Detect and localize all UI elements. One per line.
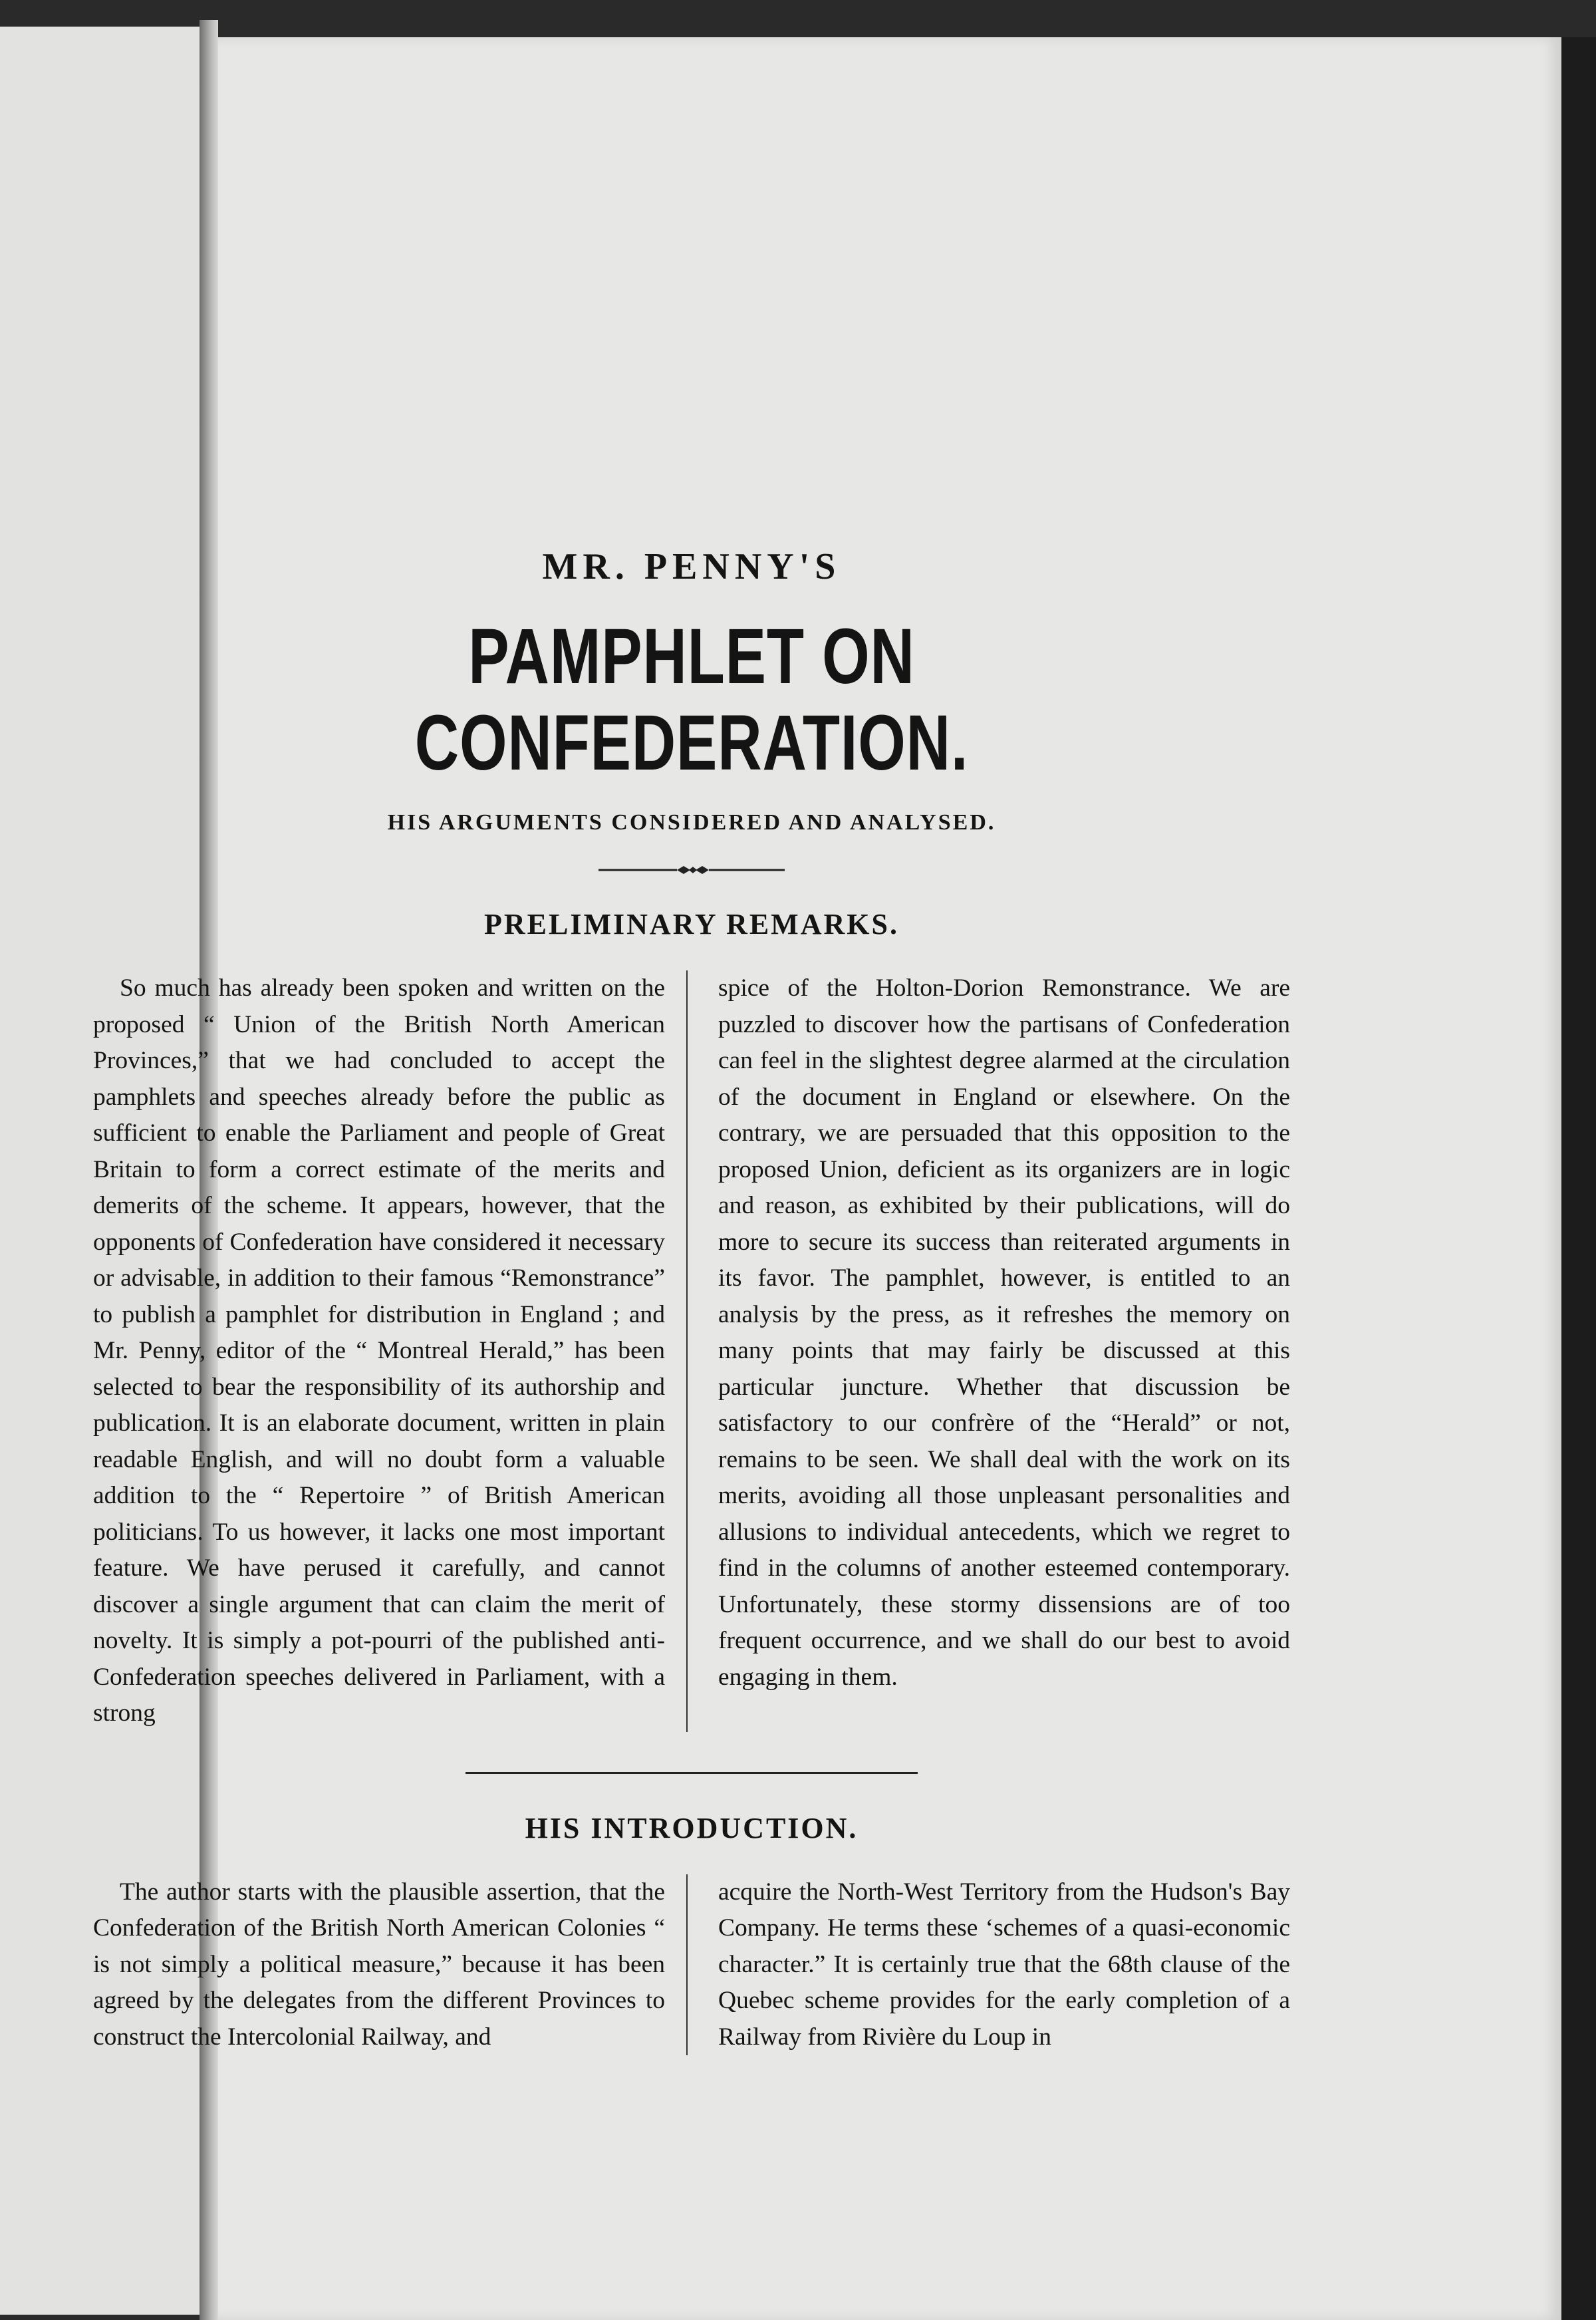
paragraph: The author starts with the plausible assertion, that the Confederation of the British North American Colonies “ is not simply a political measure,” because it has been agreed by the delegates from the different Provinces to construct the Intercolonial Railway, and [93, 1878, 665, 2051]
page-subtitle: HIS ARGUMENTS CONSIDERED AND ANALYSED. [387, 810, 996, 835]
section-heading: HIS INTRODUCTION. [525, 1811, 859, 1844]
section-heading: PRELIMINARY REMARKS. [484, 908, 899, 941]
two-column-body [93, 970, 1290, 1732]
page-content [93, 545, 1290, 2055]
paragraph: So much has already been spoken and written on the proposed “ Union of the British North American Provinces,” that we had concluded to accept the pamphlets and speeches already before the public as sufficient to enable the Parliament and people of Great Britain to form a correct estimate of the merits and demerits of the scheme. It appears, however, that the opponents of Confederation have considered it necessary or advisable, in addition to their famous “Remonstrance” to publish a pamphlet for distribution in England ; and Mr. Penny, editor of the “ Montreal Herald,” has been selected to bear the responsibility of its authorship and publication. It is an elaborate document, written in plain readable English, and will no doubt form a valuable addition to the “ Repertoire ” of British American politicians. To us however, it lacks one most important feature. We have perused it carefully, and cannot discover a single argument that can claim the merit of novelty. It is simply a pot-pourri of the published anti-Confederation speeches delivered in Parliament, with a strong [93, 974, 665, 1727]
scan-border [1561, 37, 1596, 2320]
left-column [93, 970, 665, 1732]
page-title: PAMPHLET ON CONFEDERATION. [414, 613, 969, 787]
left-column [93, 1874, 665, 2056]
right-column [718, 970, 1290, 1732]
two-column-body [93, 1874, 1290, 2056]
ornament-divider [93, 862, 1290, 878]
paragraph: acquire the North-West Territory from the Hudson's Bay Company. He terms these ‘schemes of a quasi-economic character.” It is certainly true that the 68th clause of the Quebec scheme provides for the early completion of a Railway from Rivière du Loup in [718, 1878, 1290, 2051]
section-divider [466, 1772, 918, 1774]
right-column [718, 1874, 1290, 2056]
column-rule [686, 1874, 688, 2056]
kicker: MR. PENNY'S [542, 546, 841, 587]
column-rule [686, 970, 688, 1732]
paragraph: spice of the Holton-Dorion Remonstrance. We are puzzled to discover how the partisans of Confederation can feel in the slightest degree alarmed at the circulation of the document in England or elsewhere. On the contrary, we are persuaded that this opposition to the proposed Union, deficient as its organizers are in logic and reason, as exhibited by their publications, will do more to secure its success than reiterated arguments in its favor. The pamphlet, however, is entitled to an analysis by the press, as it refreshes the memory on many points that may fairly be discussed at this particular juncture. Whether that discussion be satisfactory to our confrère of the “Herald” or not, remains to be seen. We shall deal with the work on its merits, avoiding all those unpleasant personalities and allusions to individual antecedents, which we regret to find in the columns of another esteemed contemporary. Unfortunately, these stormy dissensions are of too frequent occurrence, and we shall do our best to avoid engaging in them. [718, 974, 1290, 1691]
ornament-icon [598, 862, 785, 878]
